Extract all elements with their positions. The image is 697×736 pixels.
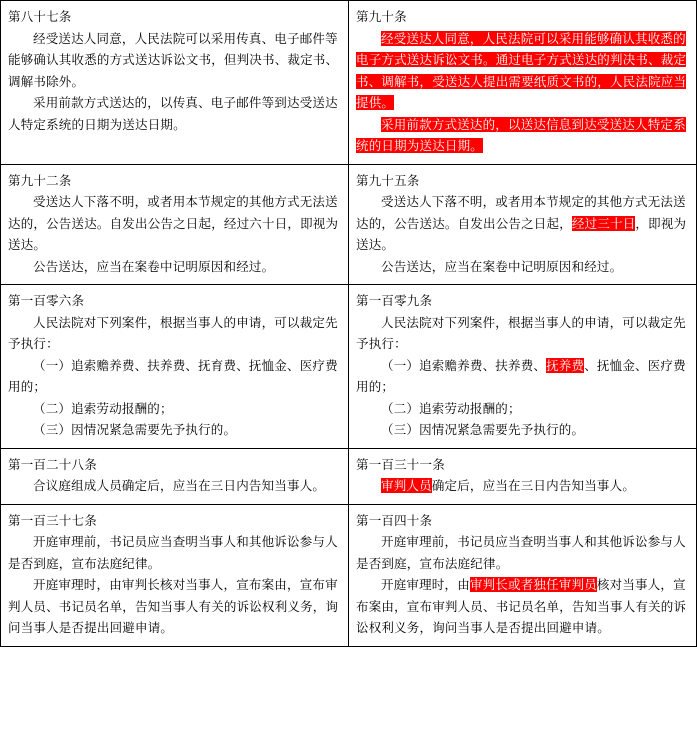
article-paragraph: [8, 28, 341, 93]
article-number: 第一百零九条: [356, 293, 433, 308]
article-number: 第一百二十八条: [8, 456, 97, 472]
article-block: [8, 170, 341, 278]
article-paragraph: [356, 475, 689, 497]
article-block: [356, 510, 689, 639]
body-text: ，即视为送达。: [356, 215, 687, 252]
article-paragraph: [8, 191, 341, 256]
body-text: 开庭审理时，由: [381, 577, 470, 592]
article-cell-left: [1, 504, 349, 646]
body-text: （二）追索劳动报酬的；: [33, 400, 173, 416]
body-text: 公告送达，应当在案卷中记明原因和经过。: [381, 258, 623, 274]
article-paragraph: [8, 355, 341, 398]
article-number: 第八十七条: [8, 9, 72, 24]
body-text: 公告送达，应当在案卷中记明原因和经过。: [33, 258, 275, 274]
table-row: [1, 1, 697, 165]
article-paragraph: [356, 531, 689, 574]
article-paragraph: [356, 114, 689, 157]
body-text: 、抚恤金、医疗费用的；: [356, 357, 686, 394]
body-text: 核对当事人，宣布案由，宣布审判人员、书记员名单，告知当事人有关的诉讼权利义务，询问当事人是否提出回避申请。: [356, 577, 687, 635]
article-paragraph: [8, 419, 341, 441]
article-paragraph: [356, 312, 689, 355]
article-paragraph: [8, 256, 341, 278]
highlighted-text: 审判人员: [381, 478, 432, 493]
body-text: 人民法院对下列案件，根据当事人的申请，可以裁定先予执行：: [8, 314, 338, 351]
article-paragraph: [8, 312, 341, 355]
highlighted-text: 审判长或者独任审判员: [469, 577, 597, 592]
article-paragraph: [356, 28, 689, 114]
body-text: （一）追索赡养费、扶养费、: [381, 357, 547, 373]
article-block: [356, 454, 689, 497]
article-cell-right: [349, 285, 697, 449]
highlighted-text: 经过三十日: [571, 215, 636, 231]
article-cell-right: [349, 448, 697, 504]
article-cell-right: [349, 1, 697, 165]
article-cell-right: [349, 504, 697, 646]
article-paragraph: [8, 398, 341, 420]
article-cell-left: [1, 164, 349, 285]
article-number: 第九十条: [356, 9, 407, 24]
article-cell-left: [1, 448, 349, 504]
body-text: （一）追索赡养费、扶养费、抚育费、抚恤金、医疗费用的；: [8, 357, 338, 394]
article-paragraph: [8, 531, 341, 574]
highlighted-text: 抚养费: [546, 357, 585, 373]
article-paragraph: [356, 355, 689, 398]
article-block: [356, 170, 689, 278]
article-cell-right: [349, 164, 697, 285]
article-paragraph: [356, 398, 689, 420]
highlighted-text: 经受送达人同意，人民法院可以采用能够确认其收悉的电子方式送达诉讼文书。通过电子方式送达的判决书、裁定书、调解书，受送达人提出需要纸质文书的，人民法院应当提供。: [356, 30, 687, 110]
body-text: 人民法院对下列案件，根据当事人的申请，可以裁定先予执行：: [356, 314, 686, 351]
article-paragraph: [356, 256, 689, 278]
body-text: 确定后，应当在三日内告知当事人。: [431, 478, 636, 493]
body-text: 合议庭组成人员确定后，应当在三日内告知当事人。: [33, 478, 326, 493]
article-paragraph: [8, 475, 341, 497]
article-cell-left: [1, 1, 349, 165]
body-text: （三）因情况紧急需要先予执行的。: [33, 422, 237, 437]
article-paragraph: [356, 419, 689, 441]
article-block: [356, 290, 689, 441]
article-number: 第一百三十一条: [356, 456, 445, 472]
body-text: 经受送达人同意，人民法院可以采用传真、电子邮件等能够确认其收悉的方式送达诉讼文书，但判决书、裁定书、调解书除外。: [8, 30, 339, 89]
highlighted-text: 采用前款方式送达的，以送达信息到达受送达人特定系统的日期为送达日期。: [356, 116, 686, 153]
article-number: 第一百三十七条: [8, 512, 97, 528]
article-cell-left: [1, 285, 349, 449]
article-number: 第九十二条: [8, 172, 72, 188]
article-block: [8, 510, 341, 639]
table-row: [1, 285, 697, 449]
article-block: [8, 6, 341, 135]
body-text: 采用前款方式送达的，以传真、电子邮件等到达受送达人特定系统的日期为送达日期。: [8, 95, 338, 132]
body-text: 受送达人下落不明，或者用本节规定的其他方式无法送达的，公告送达。自发出公告之日起，: [356, 194, 686, 231]
article-paragraph: [8, 92, 341, 135]
article-number: 第九十五条: [356, 172, 420, 188]
body-text: 开庭审理前，书记员应当查明当事人和其他诉讼参与人是否到庭，宣布法庭纪律。: [8, 534, 338, 571]
table-row: [1, 164, 697, 285]
article-block: [8, 454, 341, 497]
table-row: [1, 448, 697, 504]
table-row: [1, 504, 697, 646]
body-text: （三）因情况紧急需要先予执行的。: [381, 422, 585, 437]
body-text: 开庭审理时，由审判长核对当事人，宣布案由，宣布审判人员、书记员名单，告知当事人有关的诉讼权利义务，询问当事人是否提出回避申请。: [8, 577, 339, 635]
article-number: 第一百四十条: [356, 512, 433, 528]
body-text: 开庭审理前，书记员应当查明当事人和其他诉讼参与人是否到庭，宣布法庭纪律。: [356, 534, 686, 571]
body-text: （二）追索劳动报酬的；: [381, 400, 521, 416]
article-paragraph: [8, 574, 341, 639]
article-paragraph: [356, 191, 689, 256]
article-paragraph: [356, 574, 689, 639]
table-body: [1, 1, 697, 647]
article-block: [8, 290, 341, 441]
body-text: 受送达人下落不明，或者用本节规定的其他方式无法送达的，公告送达。自发出公告之日起，经过六十日，即视为送达。: [8, 194, 339, 252]
article-number: 第一百零六条: [8, 293, 85, 308]
article-block: [356, 6, 689, 157]
